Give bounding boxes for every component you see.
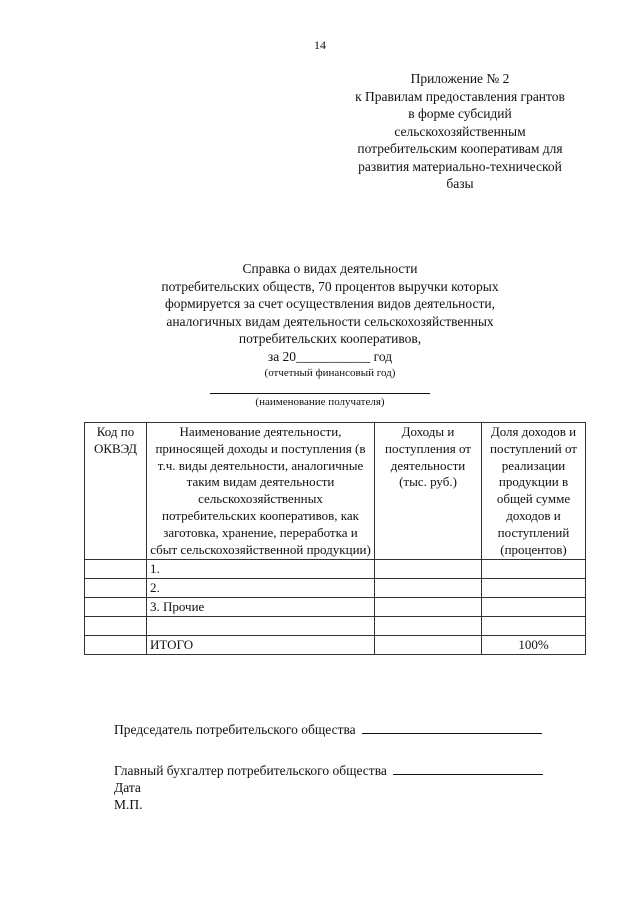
cell-okved[interactable] (85, 617, 147, 636)
header-income: Доходы и поступления от деятельности (тыс. руб.) (375, 423, 482, 560)
appendix-line: развития материально-технической (358, 158, 562, 174)
title-line: Справка о видах деятельности (242, 261, 418, 276)
cell-activity[interactable]: 3. Прочие (147, 598, 375, 617)
cell-total-income[interactable] (375, 636, 482, 655)
title-line: потребительских кооперативов, (238, 331, 422, 346)
cell-activity[interactable] (147, 617, 375, 636)
accountant-signature-line[interactable] (393, 760, 543, 775)
title-line: за 20___________ год (267, 348, 393, 364)
title-line: формируется за счет осуществления видов деятельности, (165, 296, 495, 311)
cell-share[interactable] (482, 579, 586, 598)
recipient-block (0, 376, 640, 410)
cell-okved[interactable] (85, 560, 147, 579)
title-line: аналогичных видам деятельности сельскохозяйственных (166, 313, 494, 329)
header-okved-code: Код по ОКВЭД (85, 423, 147, 560)
appendix-line: базы (446, 176, 474, 191)
table-row (85, 560, 586, 579)
cell-total-share: 100% (482, 636, 586, 655)
chairman-signature-row (114, 719, 594, 738)
chairman-signature-line[interactable] (362, 719, 542, 734)
accountant-signature-row (114, 760, 594, 779)
header-income-share: Доля доходов и поступлений от реализации продукции в общей сумме доходов и поступлений (процентов) (482, 423, 586, 560)
document-title (80, 260, 580, 381)
appendix-line: сельскохозяйственным (394, 123, 526, 139)
recipient-name-line[interactable] (210, 376, 430, 394)
chairman-label: Председатель потребительского общества (114, 722, 356, 737)
appendix-line: к Правилам предоставления грантов (355, 88, 565, 104)
table-total-row (85, 636, 586, 655)
cell-income[interactable] (375, 617, 482, 636)
page-number: 14 (314, 38, 326, 52)
cell-income[interactable] (375, 579, 482, 598)
accountant-label: Главный бухгалтер потребительского общества (114, 763, 387, 778)
appendix-line: в форме субсидий (408, 106, 512, 121)
date-label: Дата (114, 780, 141, 795)
cell-share[interactable] (482, 560, 586, 579)
cell-income[interactable] (375, 560, 482, 579)
cell-income[interactable] (375, 598, 482, 617)
header-activity-name: Наименование деятельности, приносящей доходы и поступления (в т.ч. виды деятельности, аналогичные таким видам деятельности сельскохозяйственных потребительских кооперативов, как заготовка, хранение, переработка и сбыт сельскохозяйственной продукции) (147, 423, 375, 560)
appendix-line: потребительским кооперативам для (357, 141, 563, 156)
cell-share[interactable] (482, 617, 586, 636)
title-line: потребительских обществ, 70 процентов выручки которых (161, 278, 499, 294)
signatures-block (114, 719, 594, 813)
activity-table (84, 422, 586, 655)
cell-activity[interactable]: 2. (147, 579, 375, 598)
table-row (85, 579, 586, 598)
cell-activity[interactable]: 1. (147, 560, 375, 579)
cell-okved[interactable] (85, 636, 147, 655)
period-caption: (отчетный финансовый год) (264, 367, 396, 379)
cell-share[interactable] (482, 598, 586, 617)
recipient-caption: (наименование получателя) (255, 396, 385, 408)
appendix-line: Приложение № 2 (410, 71, 510, 86)
table-header-row (85, 423, 586, 560)
table-row (85, 598, 586, 617)
table-row (85, 617, 586, 636)
appendix-block (330, 70, 590, 193)
cell-okved[interactable] (85, 598, 147, 617)
cell-total-label: ИТОГО (147, 636, 375, 655)
activity-table-wrap (84, 422, 585, 655)
cell-okved[interactable] (85, 579, 147, 598)
seal-label: М.П. (114, 797, 143, 812)
